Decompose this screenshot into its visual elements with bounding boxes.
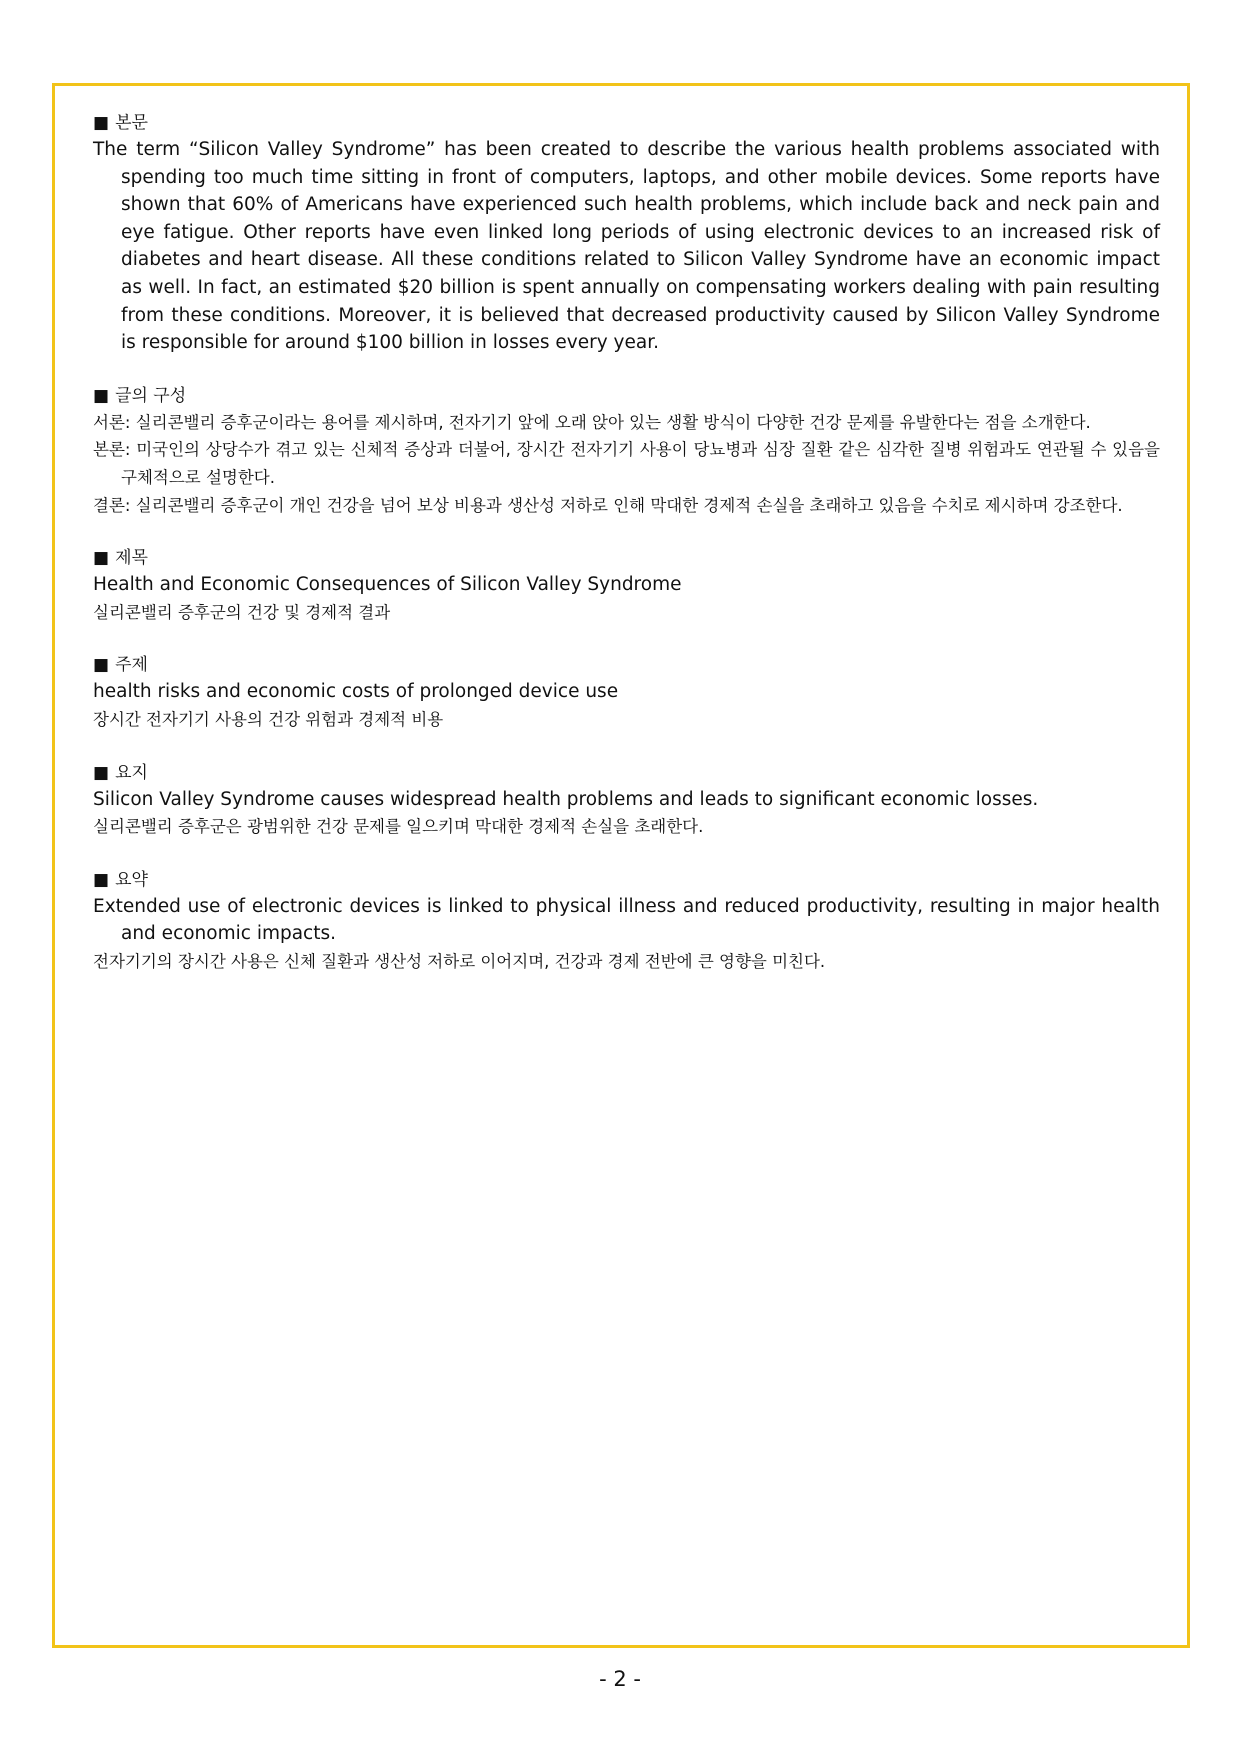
square-bullet-icon: ■ <box>93 869 110 890</box>
section-heading: ■ 요지 <box>93 762 148 783</box>
section-heading: ■ 본문 <box>93 113 148 133</box>
body-text: The term “Silicon Valley Syndrome” has been created to describe the various health problems associated with spending too much time sitting in front of computers, laptops, and other mobile devices. Some reports have shown that 60% of Americans have experienced such health problems, which include back and neck pain and eye fatigue. Other reports have even linked long periods of using electronic devices to an increased risk of diabetes and heart disease. All these conditions related to Silicon Valley Syndrome have an economic impact as well. In fact, an estimated $20 billion is spent annually on compensating workers dealing with pain resulting from these conditions. Moreover, it is believed that decreased productivity caused by Silicon Valley Syndrome is responsible for around $100 billion in losses every year. <box>93 139 1160 354</box>
structure-main: 본론: 미국인의 상당수가 겪고 있는 신체적 증상과 더불어, 장시간 전자기기 사용이 당뇨병과 심장 질환 같은 심각한 질병 위험과도 연관될 수 있음을 구체적으로 설명한다. <box>93 440 1160 487</box>
document-content <box>93 110 1160 1001</box>
section-body <box>93 110 1160 357</box>
section-structure <box>93 383 1160 519</box>
section-heading: ■ 글의 구성 <box>93 385 187 406</box>
topic-korean: 장시간 전자기기 사용의 건강 위험과 경제적 비용 <box>93 709 444 729</box>
section-title <box>93 545 1160 626</box>
topic-english: health risks and economic costs of prolonged device use <box>93 681 619 703</box>
section-topic <box>93 652 1160 733</box>
section-heading: ■ 제목 <box>93 548 148 569</box>
structure-conclusion: 결론: 실리콘밸리 증후군이 개인 건강을 넘어 보상 비용과 생산성 저하로 인해 막대한 경제적 손실을 초래하고 있음을 수치로 제시하며 강조한다. <box>93 495 1123 515</box>
gist-korean: 실리콘밸리 증후군은 광범위한 건강 문제를 일으키며 막대한 경제적 손실을 초래한다. <box>93 817 704 837</box>
square-bullet-icon: ■ <box>93 762 110 783</box>
square-bullet-icon: ■ <box>93 113 110 133</box>
section-heading: ■ 요약 <box>93 869 148 890</box>
page-number: - 2 - <box>599 1667 641 1691</box>
section-summary <box>93 867 1160 976</box>
section-gist <box>93 760 1160 841</box>
summary-english: Extended use of electronic devices is linked to physical illness and reduced productivity, resulting in major health and economic impacts. <box>93 895 1160 945</box>
square-bullet-icon: ■ <box>93 655 110 676</box>
summary-korean: 전자기기의 장시간 사용은 신체 질환과 생산성 저하로 이어지며, 건강과 경제 전반에 큰 영향을 미친다. <box>93 951 826 971</box>
section-heading: ■ 주제 <box>93 655 148 676</box>
title-english: Health and Economic Consequences of Silicon Valley Syndrome <box>93 574 682 596</box>
square-bullet-icon: ■ <box>93 548 110 569</box>
square-bullet-icon: ■ <box>93 385 110 406</box>
title-korean: 실리콘밸리 증후군의 건강 및 경제적 결과 <box>93 602 391 622</box>
structure-intro: 서론: 실리콘밸리 증후군이라는 용어를 제시하며, 전자기기 앞에 오래 앉아 있는 생활 방식이 다양한 건강 문제를 유발한다는 점을 소개한다. <box>93 412 1091 432</box>
gist-english: Silicon Valley Syndrome causes widespread health problems and leads to significant economic losses. <box>93 788 1039 810</box>
